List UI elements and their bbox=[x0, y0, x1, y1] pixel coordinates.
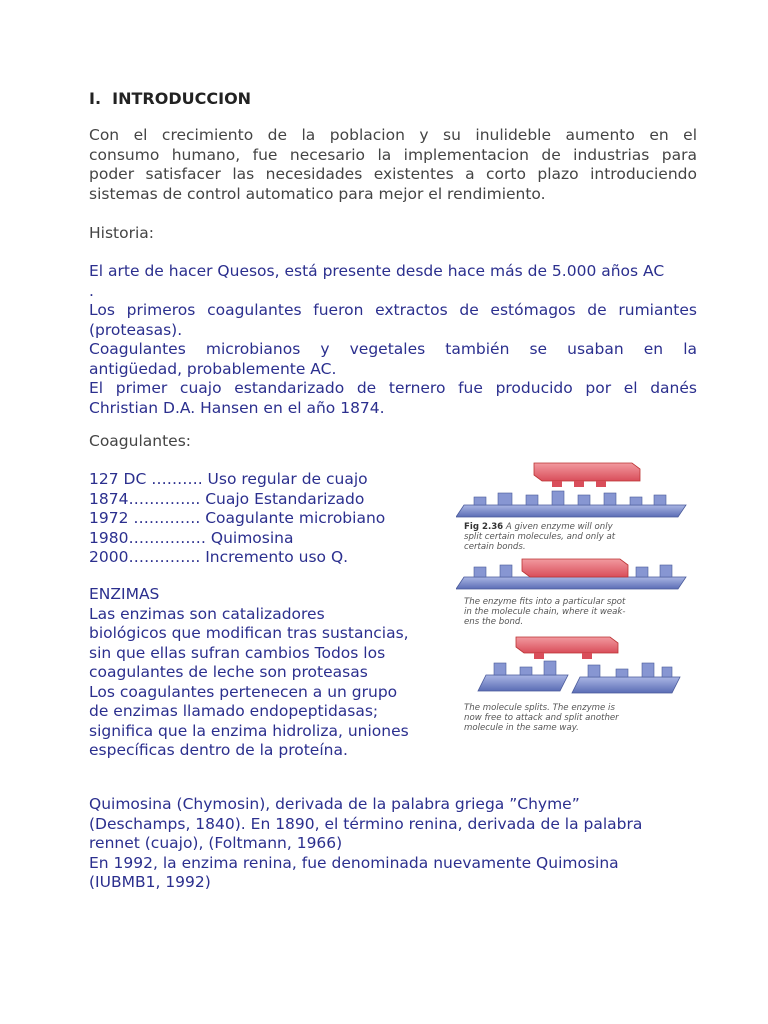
enzyme-block-1 bbox=[534, 463, 640, 487]
quimosina-line: Quimosina (Chymosin), derivada de la palabra griega ”Chyme” bbox=[89, 795, 580, 813]
molecule-fragment-right bbox=[572, 663, 680, 693]
quimosina-line: (IUBMB1, 1992) bbox=[89, 873, 211, 891]
enzimas-label: ENZIMAS bbox=[89, 585, 160, 603]
molecule-fragment-left bbox=[478, 661, 568, 691]
figure-caption-2: The enzyme fits into a particular spot in the molecule chain, where it weak- ens the bond. bbox=[464, 597, 626, 627]
historia-line: Coagulantes microbianos y vegetales también se usaban en la bbox=[89, 340, 697, 358]
timeline-item: 1874………….. Cuajo Estandarizado bbox=[89, 489, 365, 508]
quimosina-paragraph bbox=[89, 795, 697, 893]
timeline-item: 1980…………… Quimosina bbox=[89, 528, 294, 547]
section-number: I. bbox=[89, 89, 102, 108]
figure-label: Fig 2.36 bbox=[464, 522, 504, 532]
intro-paragraph bbox=[89, 126, 697, 204]
enzyme-diagram bbox=[456, 455, 688, 735]
enzyme-figure bbox=[456, 455, 688, 735]
coagulantes-label: Coagulantes: bbox=[89, 432, 192, 450]
historia-paragraph bbox=[89, 262, 697, 418]
enzyme-block-2 bbox=[522, 559, 628, 577]
figure-caption-1: Fig 2.36 A given enzyme will only split certain molecules, and only at certain bonds. bbox=[464, 522, 616, 552]
enzimas-line: Las enzimas son catalizadores bbox=[89, 604, 325, 623]
historia-line: Christian D.A. Hansen en el año 1874. bbox=[89, 398, 385, 417]
enzyme-block-3 bbox=[516, 637, 618, 659]
enzimas-line: Los coagulantes pertenecen a un grupo bbox=[89, 682, 398, 701]
section-title: INTRODUCCION bbox=[112, 89, 252, 108]
enzimas-line: biológicos que modifican tras sustancias, bbox=[89, 624, 409, 642]
enzimas-line: coagulantes de leche son proteasas bbox=[89, 663, 368, 681]
quimosina-line: En 1992, la enzima renina, fue denominada nuevamente Quimosina bbox=[89, 853, 619, 872]
section-heading bbox=[89, 89, 251, 108]
enzimas-line: de enzimas llamado endopeptidasas; bbox=[89, 702, 379, 720]
enzimas-line: específicas dentro de la proteína. bbox=[89, 741, 348, 759]
historia-line: antigüedad, probablemente AC. bbox=[89, 359, 337, 378]
historia-line: Los primeros coagulantes fueron extractos de estómagos de rumiantes bbox=[89, 301, 697, 319]
coagulantes-timeline bbox=[89, 470, 429, 568]
historia-line: El arte de hacer Quesos, está presente desde hace más de 5.000 años AC bbox=[89, 262, 665, 280]
intro-line: sistemas de control automatico para mejor el rendimiento. bbox=[89, 184, 546, 203]
intro-line: consumo humano, fue necesario la implementacion de industrias para bbox=[89, 145, 697, 164]
timeline-item: 1972 …………. Coagulante microbiano bbox=[89, 509, 386, 527]
figure-caption-3: The molecule splits. The enzyme is now free to attack and split another molecule in the same way. bbox=[464, 703, 619, 733]
molecule-chain-1 bbox=[456, 491, 686, 517]
timeline-item: 2000………….. Incremento uso Q. bbox=[89, 548, 349, 566]
timeline-item: 127 DC ………. Uso regular de cuajo bbox=[89, 470, 368, 488]
intro-line: Con el crecimiento de la poblacion y su inulideble aumento en el bbox=[89, 126, 697, 144]
enzimas-line: sin que ellas sufran cambios Todos los bbox=[89, 643, 386, 662]
enzimas-paragraph bbox=[89, 585, 434, 761]
quimosina-line: rennet (cuajo), (Foltmann, 1966) bbox=[89, 834, 343, 852]
enzimas-line: significa que la enzima hidroliza, uniones bbox=[89, 721, 409, 740]
historia-line: El primer cuajo estandarizado de ternero fue producido por el danés bbox=[89, 379, 697, 397]
intro-line: poder satisfacer las necesidades existentes a corto plazo introduciendo bbox=[89, 165, 697, 183]
historia-label: Historia: bbox=[89, 224, 154, 242]
historia-line: (proteasas). bbox=[89, 320, 183, 339]
quimosina-line: (Deschamps, 1840). En 1890, el término renina, derivada de la palabra bbox=[89, 814, 643, 833]
historia-line: . bbox=[89, 281, 94, 300]
